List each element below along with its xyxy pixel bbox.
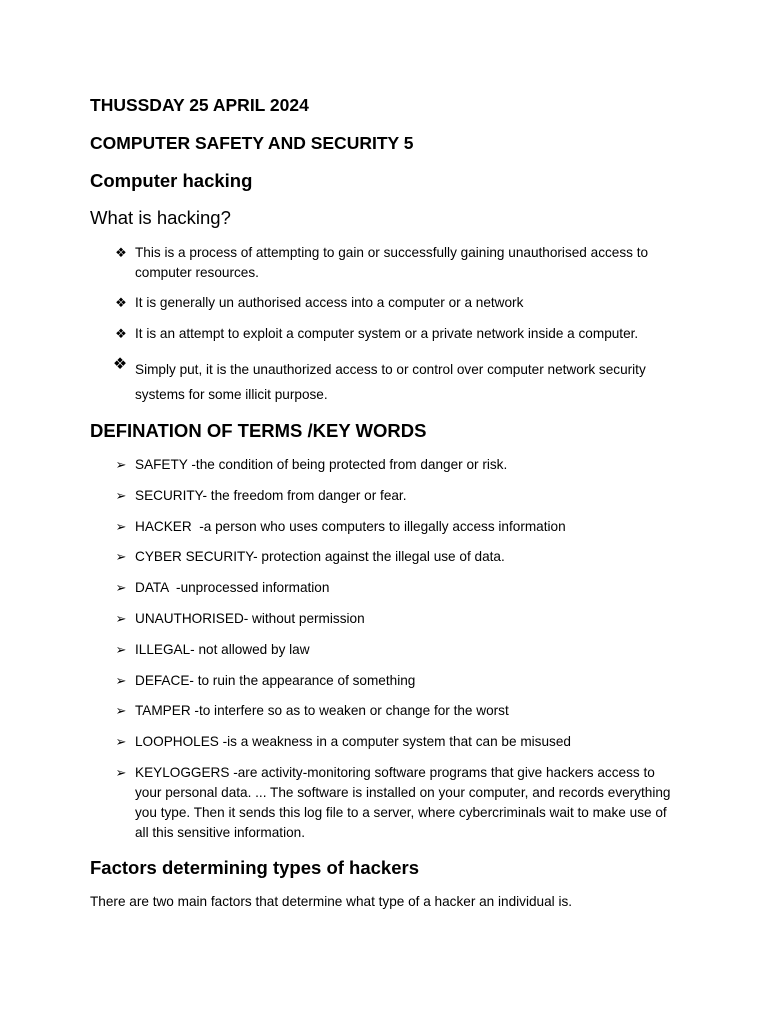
hacking-point: ❖ This is a process of attempting to gain or successfully gaining unauthorised access to computer resources.: [135, 243, 680, 283]
arrowhead-bullet-icon: ➢: [115, 519, 127, 534]
term-item: ➢ DATA -unprocessed information: [135, 578, 680, 598]
arrowhead-bullet-icon: ➢: [115, 734, 127, 749]
question-heading: What is hacking?: [90, 207, 231, 228]
arrowhead-bullet-icon: ➢: [115, 703, 127, 718]
term-item: ➢ TAMPER -to interfere so as to weaken or change for the worst: [135, 701, 680, 721]
arrowhead-bullet-icon: ➢: [115, 580, 127, 595]
hacking-point: ❖ Simply put, it is the unauthorized access to or control over computer network security systems for some illicit purpose.: [112, 356, 646, 402]
factors-heading: Factors determining types of hackers: [90, 857, 419, 878]
term-item: ➢ KEYLOGGERS -are activity-monitoring software programs that give hackers access to your personal data. ... The software is installed on your computer, and records everything you type. Then it sends this log file to a server, where cybercriminals wait to make use of all this sensitive information.: [135, 763, 680, 843]
hacking-point: ❖ It is generally un authorised access into a computer or a network: [135, 293, 680, 313]
arrowhead-bullet-icon: ➢: [115, 611, 127, 626]
term-item: ➢ SECURITY- the freedom from danger or fear.: [135, 486, 680, 506]
term-item: ➢ CYBER SECURITY- protection against the illegal use of data.: [135, 547, 680, 567]
factors-paragraph: There are two main factors that determine what type of a hacker an individual is.: [90, 894, 573, 909]
four-diamond-bullet-icon: ❖: [115, 326, 127, 341]
hacking-point: ❖ It is an attempt to exploit a computer system or a private network inside a computer.: [135, 324, 680, 344]
term-item: ➢ UNAUTHORISED- without permission: [135, 609, 680, 629]
date-heading: THUSSDAY 25 APRIL 2024: [90, 95, 309, 115]
arrowhead-bullet-icon: ➢: [115, 673, 127, 688]
term-item: ➢ SAFETY -the condition of being protected from danger or risk.: [135, 455, 680, 475]
arrowhead-bullet-icon: ➢: [115, 765, 127, 780]
arrowhead-bullet-icon: ➢: [115, 488, 127, 503]
term-item: ➢ DEFACE- to ruin the appearance of something: [135, 671, 680, 691]
term-item: ➢ LOOPHOLES -is a weakness in a computer system that can be misused: [135, 732, 680, 752]
four-diamond-bullet-icon: ❖: [115, 245, 127, 260]
topic-heading: COMPUTER SAFETY AND SECURITY 5: [90, 133, 414, 153]
arrowhead-bullet-icon: ➢: [115, 457, 127, 472]
term-item: ➢ ILLEGAL- not allowed by law: [135, 640, 680, 660]
arrowhead-bullet-icon: ➢: [115, 642, 127, 657]
subtopic-heading: Computer hacking: [90, 170, 253, 191]
terms-heading: DEFINATION OF TERMS /KEY WORDS: [90, 420, 427, 441]
four-diamond-bullet-icon: ❖: [115, 295, 127, 310]
arrowhead-bullet-icon: ➢: [115, 549, 127, 564]
four-diamond-bullet-icon: ❖: [112, 356, 128, 373]
term-item: ➢ HACKER -a person who uses computers to illegally access information: [135, 517, 680, 537]
